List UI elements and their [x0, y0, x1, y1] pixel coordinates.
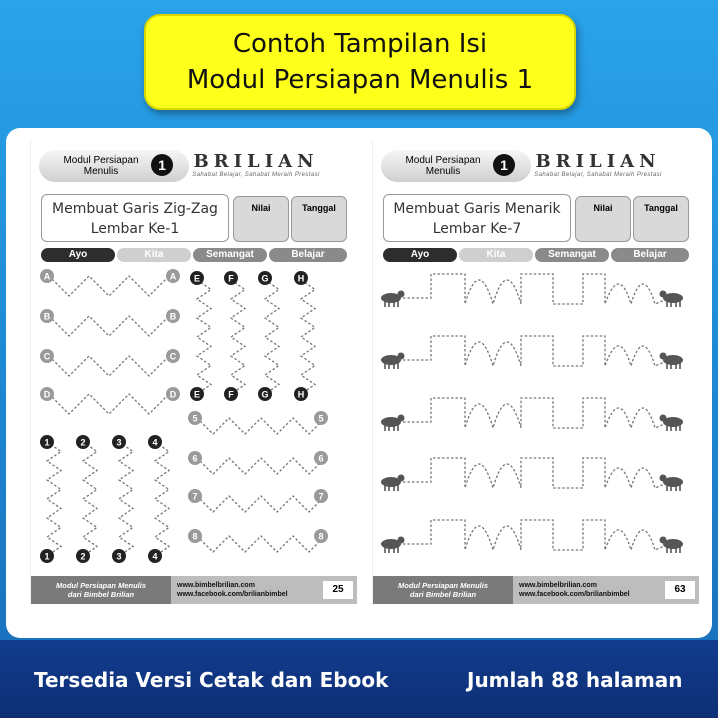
goat-icon	[660, 537, 684, 554]
dot-label: 3	[116, 551, 122, 562]
dot-label: F	[228, 389, 234, 400]
dashed-trace-line	[301, 280, 315, 394]
footer-module	[373, 576, 513, 604]
wave-exercise	[373, 264, 699, 574]
tab-belajar: Belajar	[611, 248, 689, 262]
tanggal-box	[291, 196, 347, 242]
deer-icon	[381, 353, 405, 370]
dot-label: E	[193, 389, 201, 400]
footer-module	[31, 576, 171, 604]
footer-module-from: dari Bimbel Brilian	[67, 590, 135, 599]
brand-logo	[523, 152, 673, 182]
dot-label: E	[193, 273, 201, 284]
page-count-text: Jumlah 88 halaman	[467, 668, 683, 692]
motivation-tabs	[383, 248, 689, 262]
dashed-trace-line	[49, 316, 171, 336]
rat-icon	[660, 475, 684, 492]
dashed-trace-line	[403, 398, 669, 428]
dot-label: F	[228, 273, 234, 284]
dot-label: D	[169, 389, 177, 400]
dot-label: H	[297, 273, 305, 284]
tanggal-box	[633, 196, 689, 242]
worksheet-page-waves	[372, 140, 699, 604]
dashed-trace-line	[83, 442, 97, 556]
tab-ayo: Ayo	[41, 248, 115, 262]
dot-label: 8	[192, 531, 198, 542]
zigzag-exercise	[31, 264, 357, 574]
brand-logo	[181, 152, 331, 182]
dot-label: 4	[152, 551, 158, 562]
zigzag-drawing	[31, 264, 357, 574]
dot-label: 1	[44, 551, 50, 562]
dashed-trace-line	[119, 442, 133, 556]
dot-label: 3	[116, 437, 122, 448]
dot-label: G	[261, 389, 269, 400]
footer-facebook: www.facebook.com/brilianbimbel	[519, 591, 630, 598]
module-label: Modul Persiapan Menulis	[405, 155, 481, 177]
dashed-trace-line	[49, 394, 171, 414]
dot-label: G	[261, 273, 269, 284]
dot-label: 2	[80, 551, 86, 562]
title-line-1: Contoh Tampilan Isi	[232, 29, 488, 59]
dashed-trace-line	[265, 280, 279, 394]
dashed-trace-line	[197, 418, 325, 434]
tab-kita: Kita	[459, 248, 533, 262]
dashed-trace-line	[49, 276, 171, 296]
footer-website: www.bimbelbrilian.com	[519, 582, 597, 589]
footer-facebook: www.facebook.com/brilianbimbel	[177, 591, 288, 598]
footer-module-name: Modul Persiapan Menulis	[397, 581, 488, 590]
lesson-title-box	[41, 194, 229, 242]
availability-text: Tersedia Versi Cetak dan Ebook	[34, 668, 389, 692]
dot-label: A	[43, 271, 51, 282]
deer-icon	[660, 353, 684, 370]
module-number: 1	[151, 154, 173, 176]
dashed-trace-line	[403, 274, 669, 304]
dashed-trace-line	[155, 442, 169, 556]
bottom-banner	[0, 640, 718, 718]
page-footer	[31, 576, 357, 604]
brand-name: BRILIAN	[535, 151, 661, 172]
footer-links	[177, 581, 288, 599]
motivation-tabs	[41, 248, 347, 262]
brand-tagline: Sahabat Belajar, Sahabat Meraih Prestasi	[192, 172, 320, 178]
dashed-trace-line	[403, 458, 669, 488]
title-line-2: Modul Persiapan Menulis 1	[186, 65, 534, 95]
dot-label: B	[43, 311, 51, 322]
worksheet-page-zigzag	[30, 140, 357, 604]
dot-label: 5	[318, 413, 324, 424]
module-label: Modul Persiapan Menulis	[63, 155, 139, 177]
tanggal-label: Tanggal	[644, 203, 678, 213]
goat-icon	[381, 537, 405, 554]
dashed-trace-line	[197, 496, 325, 512]
dot-label: 7	[192, 491, 198, 502]
dashed-trace-line	[197, 458, 325, 474]
bear-icon	[381, 415, 405, 432]
rat-icon	[381, 475, 405, 492]
dashed-trace-line	[197, 536, 325, 552]
tanggal-label: Tanggal	[302, 203, 336, 213]
dot-label: H	[297, 389, 305, 400]
page-number: 63	[665, 581, 695, 599]
dashed-trace-line	[49, 356, 171, 376]
nilai-box	[233, 196, 289, 242]
wave-drawing	[373, 264, 699, 574]
dashed-trace-line	[403, 336, 669, 366]
lesson-sheet: Lembar Ke-7	[432, 221, 522, 237]
dot-label: 8	[318, 531, 324, 542]
dot-label: 5	[192, 413, 198, 424]
bear-icon	[660, 415, 684, 432]
tab-semangat: Semangat	[193, 248, 267, 262]
dot-label: D	[43, 389, 51, 400]
dot-label: 2	[80, 437, 86, 448]
tab-semangat: Semangat	[535, 248, 609, 262]
lesson-sheet: Lembar Ke-1	[90, 221, 180, 237]
brand-tagline: Sahabat Belajar, Sahabat Meraih Prestasi	[534, 172, 662, 178]
nilai-label: Nilai	[251, 203, 271, 213]
tab-kita: Kita	[117, 248, 191, 262]
dot-label: 7	[318, 491, 324, 502]
module-number: 1	[493, 154, 515, 176]
page-number: 25	[323, 581, 353, 599]
dot-label: C	[43, 351, 51, 362]
dot-label: B	[169, 311, 177, 322]
tab-belajar: Belajar	[269, 248, 347, 262]
footer-links	[519, 581, 630, 599]
dashed-trace-line	[47, 442, 61, 556]
page-footer	[373, 576, 699, 604]
footer-module-from: dari Bimbel Brilian	[409, 590, 477, 599]
nilai-label: Nilai	[593, 203, 613, 213]
lesson-title: Membuat Garis Zig-Zag	[52, 201, 218, 217]
footer-website: www.bimbelbrilian.com	[177, 582, 255, 589]
dot-label: 6	[192, 453, 198, 464]
bear-icon	[660, 291, 684, 308]
module-badge	[381, 150, 531, 182]
dot-label: C	[169, 351, 177, 362]
nilai-box	[575, 196, 631, 242]
dot-label: 1	[44, 437, 50, 448]
brand-name: BRILIAN	[193, 151, 319, 172]
footer-module-name: Modul Persiapan Menulis	[55, 581, 146, 590]
dashed-trace-line	[231, 280, 245, 394]
lesson-title-box	[383, 194, 571, 242]
dot-label: A	[169, 271, 177, 282]
dashed-trace-line	[403, 520, 669, 550]
bear-icon	[381, 291, 405, 308]
tab-ayo: Ayo	[383, 248, 457, 262]
dot-label: 6	[318, 453, 324, 464]
lesson-title: Membuat Garis Menarik	[393, 201, 561, 217]
module-badge	[39, 150, 189, 182]
dashed-trace-line	[197, 280, 211, 394]
dot-label: 4	[152, 437, 158, 448]
title-banner	[144, 14, 576, 110]
